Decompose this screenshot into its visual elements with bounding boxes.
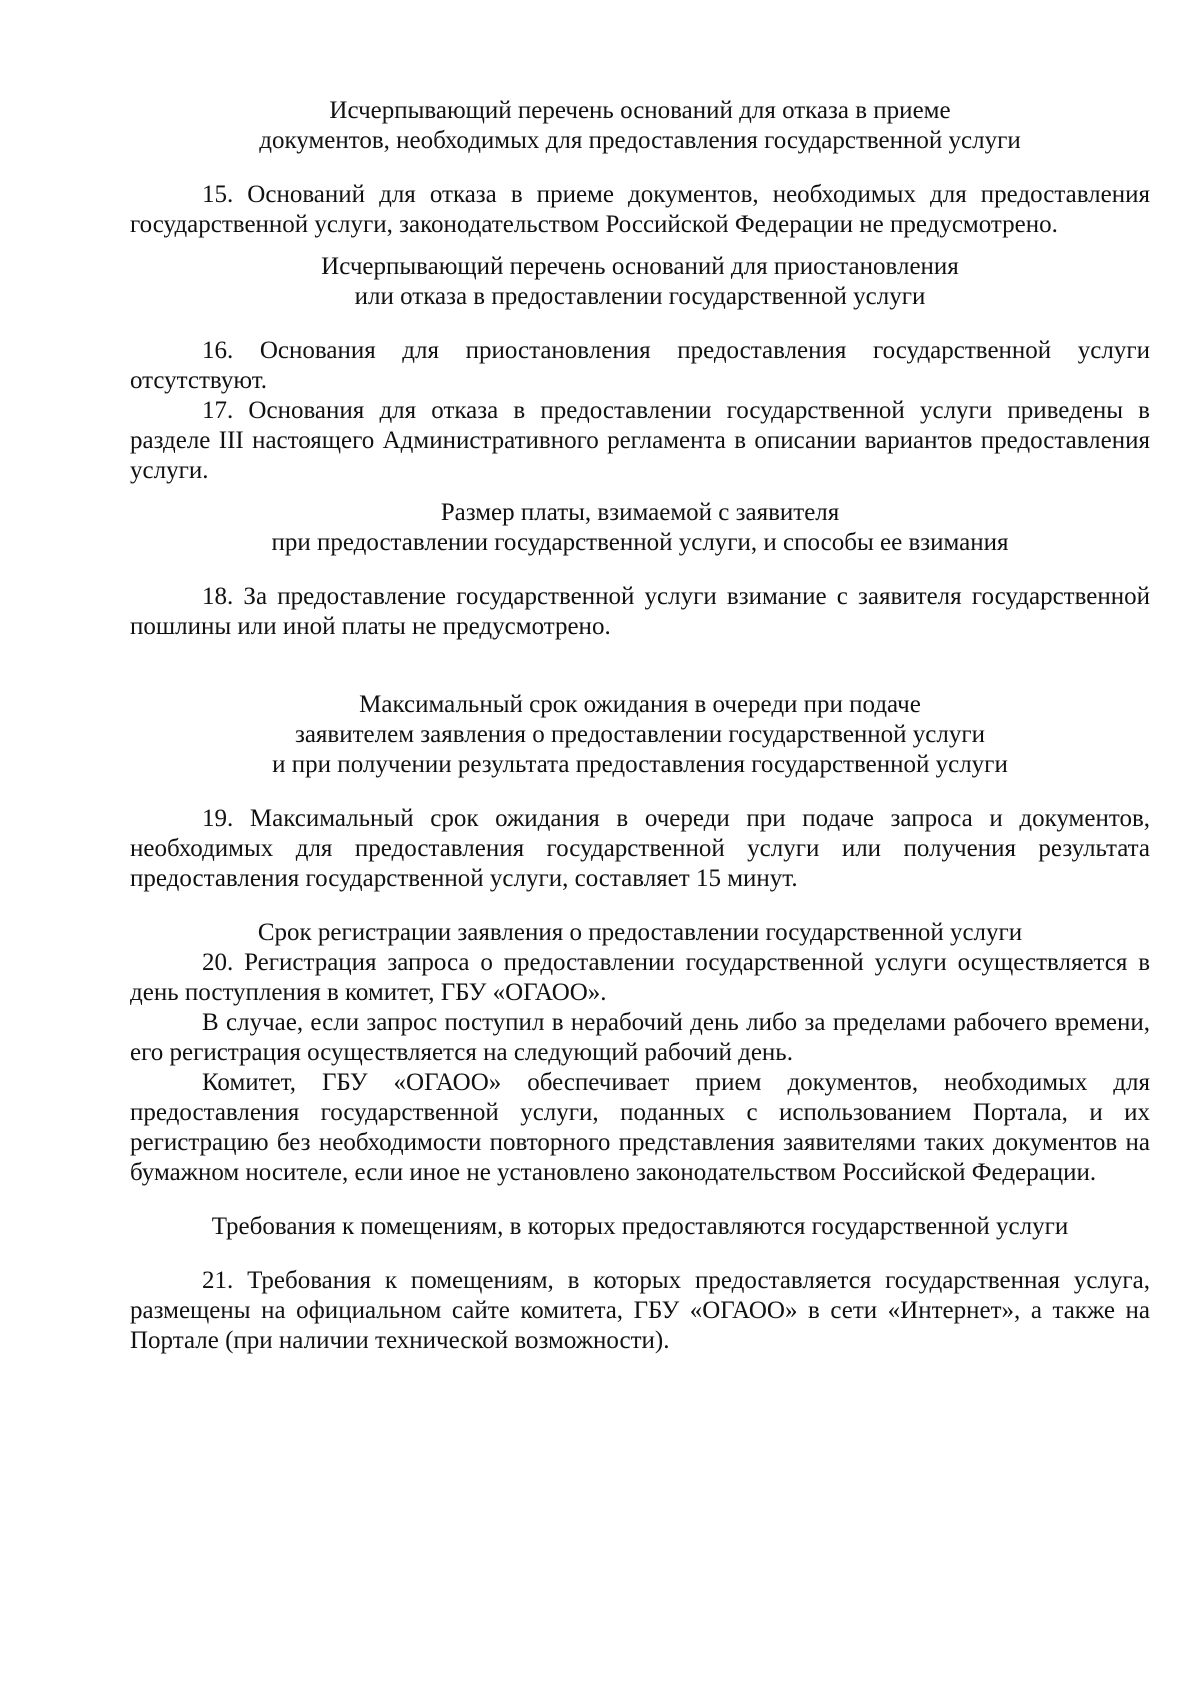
- paragraph-16: 16. Основания для приостановления предоставления государственной услуги отсутствуют.: [130, 337, 1150, 394]
- heading-line: Исчерпывающий перечень оснований для отказа в приеме: [329, 97, 951, 124]
- section-heading-queue-time: [130, 690, 1150, 780]
- section-heading-refusal-acceptance: [130, 96, 1150, 156]
- heading-line: Размер платы, взимаемой с заявителя: [440, 499, 840, 526]
- heading-line: или отказа в предоставлении государственной услуги: [354, 283, 926, 310]
- heading-line: заявителем заявления о предоставлении государственной услуги: [294, 721, 986, 748]
- paragraph-20: 20. Регистрация запроса о предоставлении государственной услуги осуществляется в день поступления в комитет, ГБУ «ОГАОО».: [130, 949, 1150, 1006]
- section-heading-fee: [130, 498, 1150, 558]
- paragraph-15: 15. Оснований для отказа в приеме документов, необходимых для предоставления государственной услуги, законодательством Российской Федерации не предусмотрено.: [130, 181, 1150, 238]
- section-heading-premises: [130, 1212, 1150, 1242]
- section-heading-registration: [130, 918, 1150, 948]
- heading-line: Срок регистрации заявления о предоставлении государственной услуги: [257, 919, 1023, 946]
- paragraph-18: 18. За предоставление государственной услуги взимание с заявителя государственной пошлины или иной платы не предусмотрено.: [130, 583, 1150, 640]
- heading-line: документов, необходимых для предоставления государственной услуги: [259, 127, 1021, 154]
- section-heading-suspension-refusal: [130, 252, 1150, 312]
- paragraph-20-off-hours: В случае, если запрос поступил в нерабочий день либо за пределами рабочего времени, его регистрация осуществляется на следующий рабочий день.: [130, 1009, 1150, 1066]
- heading-line: и при получении результата предоставления государственной услуги: [272, 751, 1008, 778]
- paragraph-21: 21. Требования к помещениям, в которых предоставляется государственная услуга, размещены на официальном сайте комитета, ГБУ «ОГАОО» в сети «Интернет», а также на Портале (при наличии технической возможности).: [130, 1267, 1150, 1354]
- paragraph-17: 17. Основания для отказа в предоставлении государственной услуги приведены в разделе III настоящего Административного регламента в описании вариантов предоставления услуги.: [130, 397, 1150, 484]
- paragraph-20-portal: Комитет, ГБУ «ОГАОО» обеспечивает прием документов, необходимых для предоставления государственной услуги, поданных с использованием Портала, и их регистрацию без необходимости повторного представления заявителями таких документов на бумажном носителе, если иное не установлено законодательством Российской Федерации.: [130, 1069, 1150, 1186]
- heading-line: Максимальный срок ожидания в очереди при подаче: [359, 691, 921, 718]
- heading-line: Требования к помещениям, в которых предоставляются государственной услуги: [211, 1213, 1069, 1240]
- heading-line: Исчерпывающий перечень оснований для приостановления: [321, 253, 959, 280]
- heading-line: при предоставлении государственной услуги, и способы ее взимания: [271, 529, 1009, 556]
- document-page: [130, 96, 1150, 1356]
- paragraph-19: 19. Максимальный срок ожидания в очереди при подаче запроса и документов, необходимых для предоставления государственной услуги или получения результата предоставления государственной услуги, составляет 15 минут.: [130, 805, 1150, 892]
